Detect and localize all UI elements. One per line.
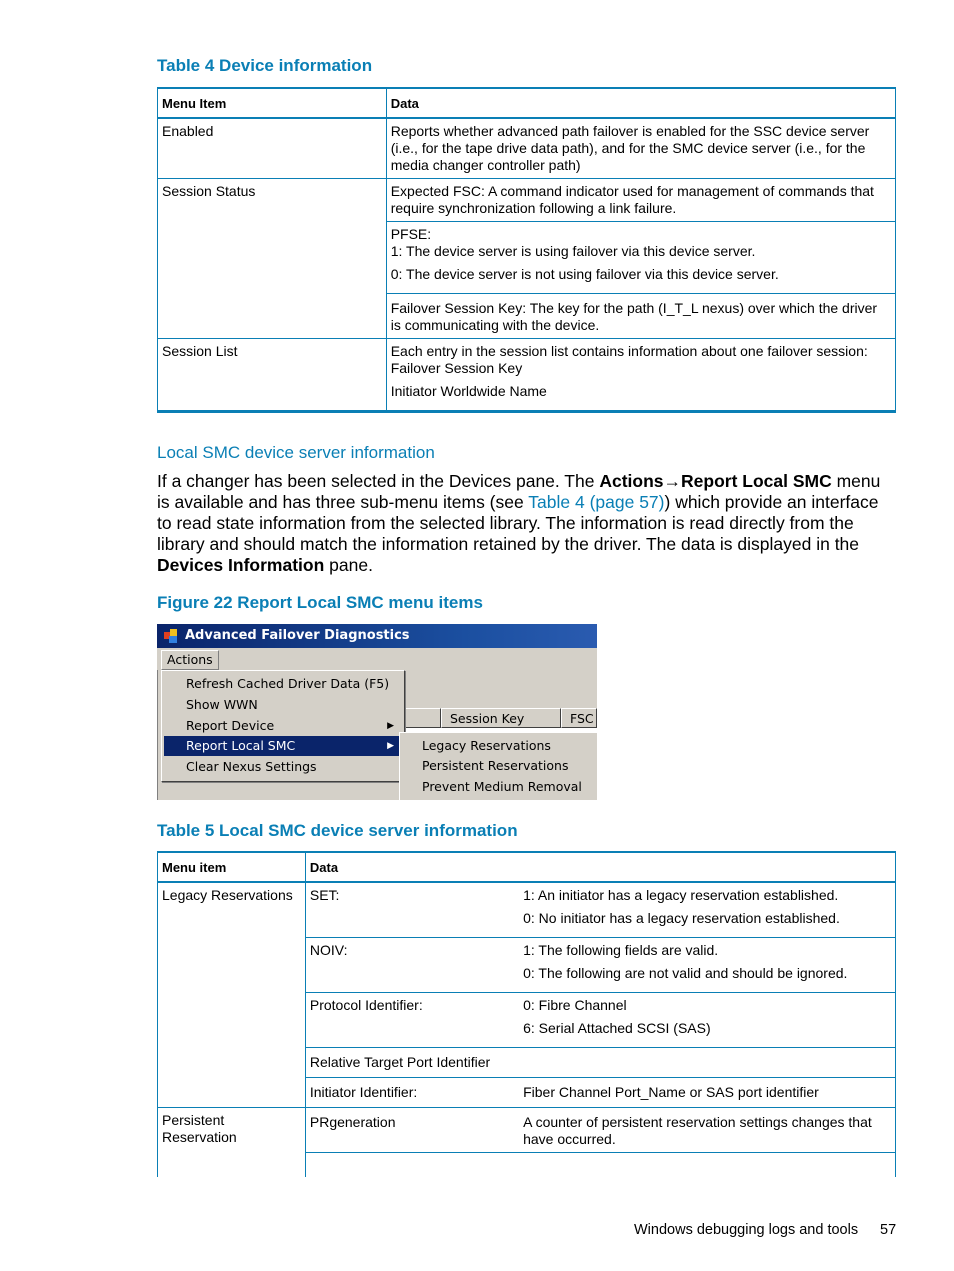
- report-local-smc-screenshot: [157, 624, 597, 800]
- field-label-cell: Initiator Identifier:: [305, 1078, 519, 1108]
- menu-item-label: Report Device: [186, 718, 275, 733]
- submenu-item-persistent-reservations[interactable]: Persistent Reservations: [422, 758, 569, 773]
- table-row: [158, 1108, 896, 1153]
- table-row: [158, 179, 896, 222]
- page-number: 57: [880, 1222, 897, 1238]
- submenu-item-prevent-medium-removal[interactable]: Prevent Medium Removal: [422, 779, 582, 794]
- session-list-key: Failover Session Key: [390, 360, 523, 376]
- field-value-cell: [519, 993, 895, 1048]
- menu-bar: [157, 648, 597, 670]
- continued-cell: [305, 1153, 895, 1178]
- column-header-data: Data: [305, 852, 895, 882]
- table5-caption: Table 5 Local SMC device server information: [157, 821, 518, 840]
- field-label-cell: PRgeneration: [305, 1108, 519, 1153]
- column-header-fsc[interactable]: FSC: [561, 708, 597, 728]
- paragraph-text: If a changer has been selected in the Devices pane. The: [157, 471, 600, 491]
- set-value-0: 0: No initiator has a legacy reservation established.: [523, 910, 840, 926]
- data-cell: [386, 339, 895, 412]
- submenu-arrow-icon: ▶: [387, 741, 394, 751]
- field-label-cell: SET:: [305, 882, 519, 938]
- proto-value-6: 6: Serial Attached SCSI (SAS): [523, 1020, 711, 1036]
- device-information-table: [157, 87, 896, 413]
- fsc-text: Expected FSC: A command indicator used for management of commands that require synchronization following a link failure.: [390, 183, 874, 216]
- menu-item-clear-nexus[interactable]: Clear Nexus Settings: [186, 759, 317, 774]
- data-cell: [386, 179, 895, 222]
- table-row: [158, 339, 896, 412]
- arrow-glyph: →: [663, 471, 682, 491]
- pfse-label: PFSE:: [390, 226, 432, 242]
- table-row: [158, 118, 896, 179]
- menu-item-refresh[interactable]: Refresh Cached Driver Data (F5): [186, 676, 390, 691]
- field-value-cell: [519, 882, 895, 938]
- proto-value-0: 0: Fibre Channel: [523, 997, 627, 1013]
- local-smc-table: [157, 851, 896, 1177]
- figure-caption: Figure 22 Report Local SMC menu items: [157, 593, 483, 612]
- menu-item-cell: Enabled: [158, 118, 387, 179]
- field-value-cell: Fiber Channel Port_Name or SAS port identifier: [519, 1078, 895, 1108]
- paragraph-text: menu is available and has three sub-menu items (see: [157, 471, 881, 512]
- data-cell: Failover Session Key: The key for the path (I_T_L nexus) over which the driver is communicating with the device.: [386, 294, 895, 339]
- actions-dropdown: [161, 670, 405, 782]
- menu-item-cell: Session Status: [158, 179, 387, 339]
- table4-caption: Table 4 Device information: [157, 56, 373, 75]
- table5-clip: [0, 851, 954, 1177]
- report-local-smc-ref: Report Local SMC: [681, 471, 832, 491]
- menu-item-report-device[interactable]: [164, 716, 400, 736]
- set-value-1: 1: An initiator has a legacy reservation established.: [523, 887, 839, 903]
- data-cell: [386, 222, 895, 294]
- data-cell: Reports whether advanced path failover is enabled for the SSC device server (i.e., for the tape drive data path), and for the SMC device server (i.e., for the media changer controller path): [386, 118, 895, 179]
- table-row: [158, 882, 896, 938]
- session-list-wwn: Initiator Worldwide Name: [390, 383, 547, 399]
- noiv-value-0: 0: The following are not valid and should be ignored.: [523, 965, 848, 981]
- actions-menu[interactable]: Actions: [161, 650, 219, 670]
- menu-item-cell: Persistent Reservation: [158, 1108, 306, 1178]
- submenu-item-legacy-reservations[interactable]: Legacy Reservations: [422, 738, 551, 753]
- column-header-menu-item: Menu Item: [158, 88, 387, 118]
- column-header-data: Data: [386, 88, 895, 118]
- devices-information-ref: Devices Information: [157, 555, 325, 575]
- field-label-cell: NOIV:: [305, 938, 519, 993]
- section-heading: Local SMC device server information: [157, 443, 435, 462]
- field-label-cell: Relative Target Port Identifier: [305, 1048, 895, 1078]
- actions-menu-ref: Actions: [599, 471, 664, 491]
- window-title: Advanced Failover Diagnostics: [185, 628, 410, 643]
- pfse-value-1: 1: The device server is using failover via this device server.: [390, 243, 756, 259]
- field-value-cell: [519, 938, 895, 993]
- menu-item-cell: Session List: [158, 339, 387, 412]
- footer-section-title: Windows debugging logs and tools: [634, 1222, 859, 1238]
- menu-item-show-wwn[interactable]: Show WWN: [186, 697, 258, 712]
- column-header-session-key[interactable]: Session Key: [441, 708, 561, 728]
- menu-item-report-local-smc[interactable]: [164, 736, 400, 756]
- noiv-value-1: 1: The following fields are valid.: [523, 942, 719, 958]
- table4-link[interactable]: Table 4 (page 57): [528, 492, 665, 512]
- column-header-blank: [401, 708, 441, 728]
- paragraph-text: pane.: [324, 555, 373, 575]
- submenu-arrow-icon: ▶: [387, 721, 394, 731]
- menu-item-cell: Legacy Reservations: [158, 882, 306, 1108]
- menu-item-label: Report Local SMC: [186, 738, 296, 753]
- pfse-value-0: 0: The device server is not using failover via this device server.: [390, 266, 779, 282]
- window-titlebar: [157, 624, 597, 648]
- paragraph-text: ) which provide an interface to read state information from the selected library. The information is read directly from the library and should match the information retained by the driver. The data is displayed in the: [157, 492, 879, 554]
- body-paragraph: [157, 471, 897, 576]
- session-list-text: Each entry in the session list contains information about one failover session:: [390, 343, 868, 359]
- field-value-cell: A counter of persistent reservation settings changes that have occurred.: [519, 1108, 895, 1153]
- report-local-smc-submenu: [399, 732, 597, 800]
- app-icon: [163, 628, 179, 644]
- field-label-cell: Protocol Identifier:: [305, 993, 519, 1048]
- column-header-menu-item: Menu item: [158, 852, 306, 882]
